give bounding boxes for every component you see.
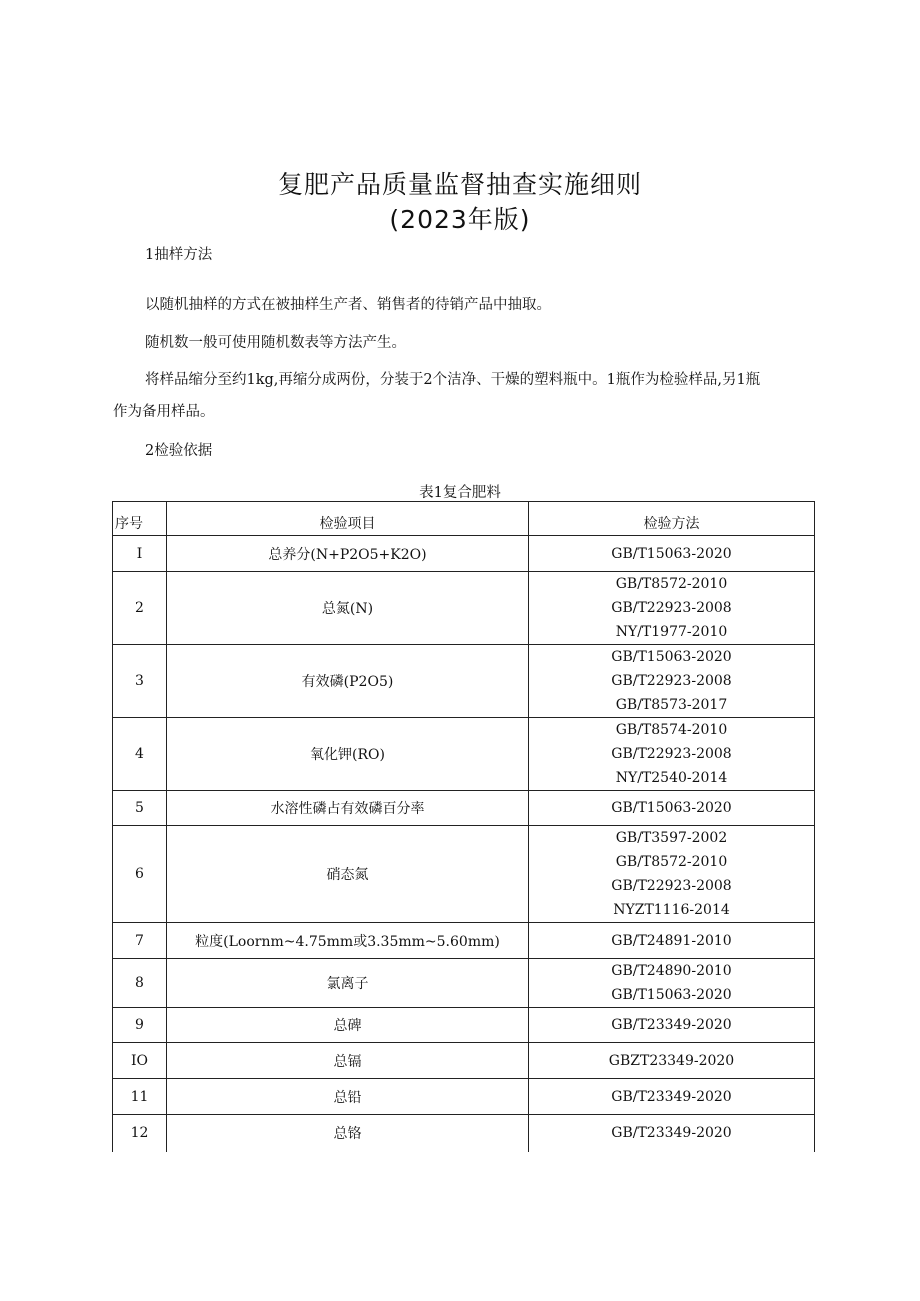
cell-item: 硝态氮 — [167, 826, 529, 923]
cell-no: IO — [113, 1043, 167, 1079]
method-code: GB/T8573-2017 — [615, 697, 728, 713]
cell-no: 2 — [113, 572, 167, 645]
paragraph: 以随机抽样的方式在被抽样生产者、销售者的待销产品中抽取。 — [145, 297, 551, 313]
method-code: GB/T3597-2002 — [615, 830, 728, 846]
method-code: GB/T22923-2008 — [611, 600, 732, 616]
table-row — [113, 1043, 815, 1079]
cell-no: 5 — [113, 791, 167, 826]
inspection-table — [112, 501, 815, 1152]
cell-no: 12 — [113, 1115, 167, 1152]
table-row — [113, 718, 815, 791]
method-code: GB/T15063-2020 — [611, 800, 732, 816]
cell-no: 8 — [113, 959, 167, 1008]
method-code: GB/T8574-2010 — [615, 722, 728, 738]
cell-item: 有效磷(P2O5) — [167, 645, 529, 718]
cell-methods — [529, 959, 815, 1008]
method-code: GB/T22923-2008 — [611, 673, 732, 689]
cell-no: 3 — [113, 645, 167, 718]
cell-methods — [529, 1115, 815, 1152]
section2-heading: 2检验依据 — [145, 443, 213, 459]
method-code: NYZT1116-2014 — [613, 902, 730, 918]
cell-no: 7 — [113, 923, 167, 959]
cell-methods — [529, 1008, 815, 1043]
header-item: 检验项目 — [167, 502, 529, 536]
table-row — [113, 923, 815, 959]
method-code: GB/T24890-2010 — [611, 963, 732, 979]
section1-heading: 1抽样方法 — [145, 247, 213, 263]
cell-no: 6 — [113, 826, 167, 923]
table-row — [113, 959, 815, 1008]
method-code: GBZT23349-2020 — [608, 1052, 735, 1069]
table-row — [113, 645, 815, 718]
cell-item: 总铅 — [167, 1079, 529, 1115]
cell-methods — [529, 718, 815, 791]
method-code: GB/T15063-2020 — [611, 649, 732, 665]
table-row — [113, 791, 815, 826]
cell-methods — [529, 826, 815, 923]
cell-item: 总铬 — [167, 1115, 529, 1152]
table-row — [113, 536, 815, 572]
method-code: GB/T15063-2020 — [611, 545, 732, 562]
document-subtitle: (2023年版) — [389, 205, 531, 234]
cell-item: 氧化钾(RO) — [167, 718, 529, 791]
paragraph: 将样品缩分至约1kg,再缩分成两份，分装于2个洁净、干燥的塑料瓶中。1瓶作为检验样品,另1瓶 — [145, 372, 761, 388]
cell-item: 总氮(N) — [167, 572, 529, 645]
cell-no: I — [113, 536, 167, 572]
method-code: GB/T23349-2020 — [611, 1017, 732, 1033]
cell-item: 氯离子 — [167, 959, 529, 1008]
header-no: 序号 — [113, 502, 167, 536]
header-method: 检验方法 — [529, 502, 815, 536]
table-row — [113, 1115, 815, 1152]
method-code: GB/T23349-2020 — [611, 1125, 732, 1142]
cell-item: 总碑 — [167, 1008, 529, 1043]
table-row — [113, 1079, 815, 1115]
table-header-row — [113, 502, 815, 536]
cell-item: 总养分(N+P2O5+K2O) — [167, 536, 529, 572]
cell-methods — [529, 536, 815, 572]
cell-item: 水溶性磷占有效磷百分率 — [167, 791, 529, 826]
cell-item: 总镉 — [167, 1043, 529, 1079]
method-code: GB/T15063-2020 — [611, 987, 732, 1003]
paragraph: 随机数一般可使用随机数表等方法产生。 — [145, 335, 406, 351]
cell-item: 粒度(Loornm~4.75mm或3.35mm~5.60mm) — [167, 923, 529, 959]
table-row — [113, 826, 815, 923]
method-code: GB/T22923-2008 — [611, 746, 732, 762]
cell-methods — [529, 1043, 815, 1079]
table-row — [113, 572, 815, 645]
document-title: 复肥产品质量监督抽查实施细则 — [277, 170, 642, 199]
method-code: NY/T2540-2014 — [615, 770, 728, 786]
method-code: GB/T8572-2010 — [615, 576, 728, 592]
method-code: GB/T23349-2020 — [611, 1088, 732, 1105]
cell-no: 4 — [113, 718, 167, 791]
paragraph: 作为备用样品。 — [113, 404, 215, 420]
cell-methods — [529, 923, 815, 959]
cell-methods — [529, 572, 815, 645]
cell-methods — [529, 1079, 815, 1115]
method-code: GB/T24891-2010 — [611, 932, 732, 949]
table-caption: 表1复合肥料 — [419, 485, 501, 501]
table-row — [113, 1008, 815, 1043]
cell-methods — [529, 791, 815, 826]
cell-methods — [529, 645, 815, 718]
cell-no: 11 — [113, 1079, 167, 1115]
method-code: GB/T8572-2010 — [615, 854, 728, 870]
method-code: GB/T22923-2008 — [611, 878, 732, 894]
cell-no: 9 — [113, 1008, 167, 1043]
method-code: NY/T1977-2010 — [615, 624, 728, 640]
